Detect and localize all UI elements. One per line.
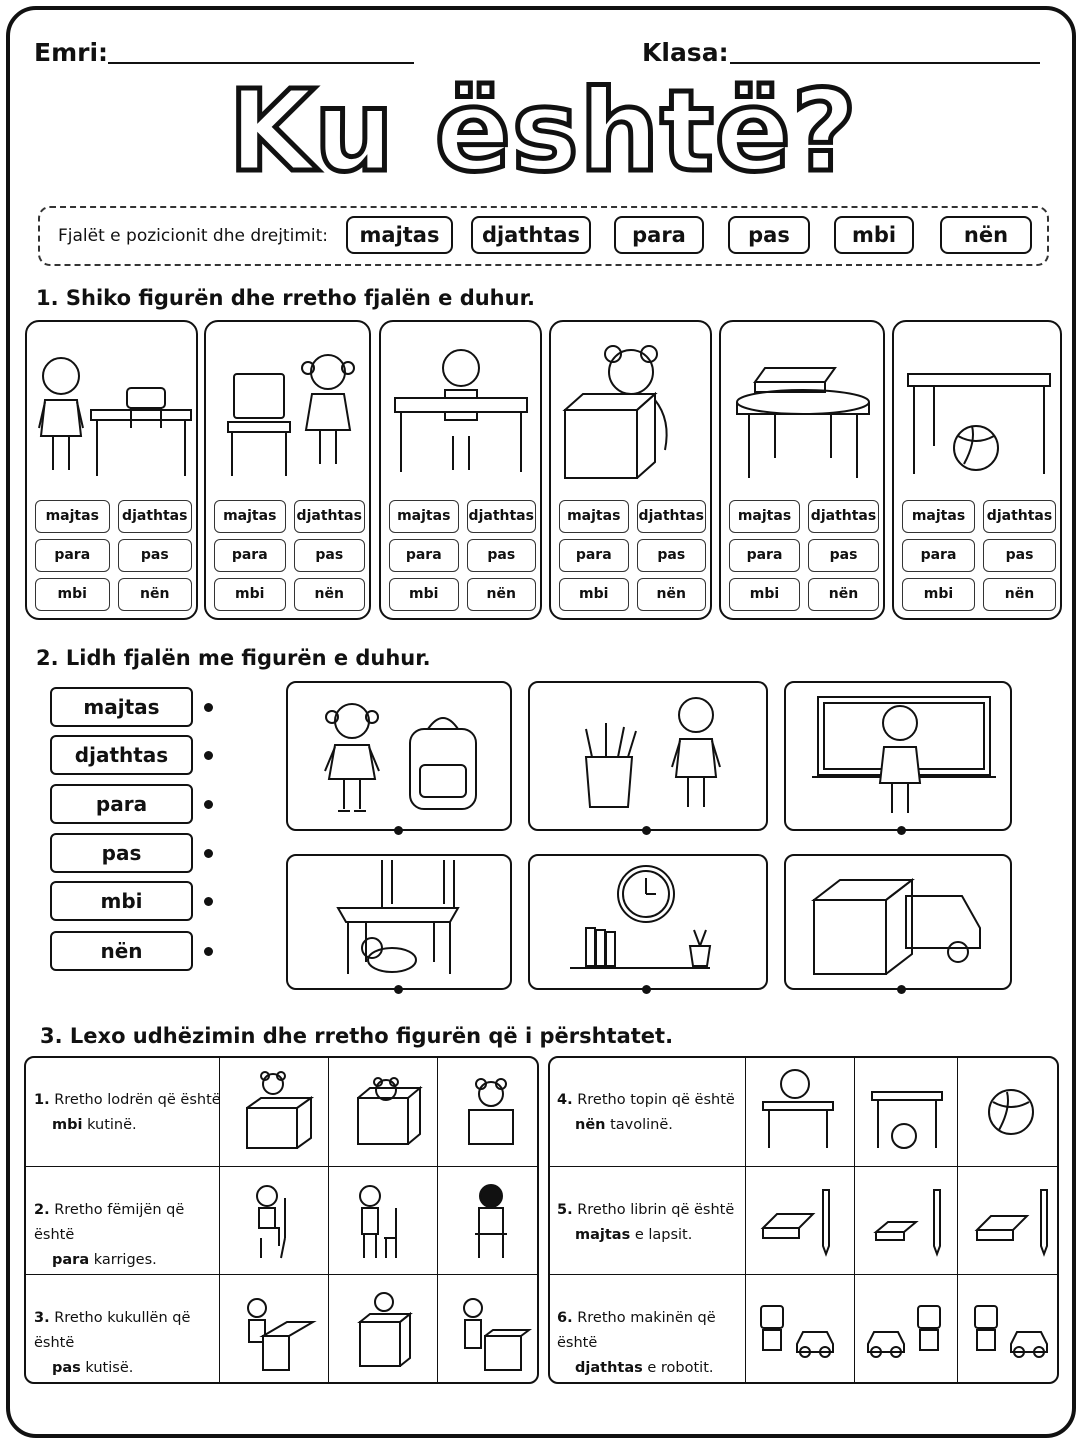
word-bank-item: nën xyxy=(940,216,1032,254)
choice-picture[interactable] xyxy=(965,1286,1061,1376)
option-djathtas[interactable]: djathtas xyxy=(808,500,879,533)
cat-under-chair-picture xyxy=(288,856,514,992)
option-majtas[interactable]: majtas xyxy=(389,500,459,533)
grid-divider xyxy=(854,1056,855,1384)
truck-behind-box-picture xyxy=(786,856,1014,992)
match-dot[interactable] xyxy=(204,849,213,858)
choice-picture[interactable] xyxy=(862,1286,958,1376)
option-para[interactable]: para xyxy=(559,539,629,572)
instruction-text-end: kutisë. xyxy=(85,1360,134,1376)
option-majtas[interactable]: majtas xyxy=(214,500,286,533)
instruction-text: Rretho kukullën që është xyxy=(34,1310,191,1351)
grid-divider xyxy=(437,1056,438,1384)
match-picture-board-boy[interactable] xyxy=(784,681,1012,831)
grid-divider xyxy=(548,1274,1059,1275)
option-nen[interactable]: nën xyxy=(467,578,537,611)
instruction-text: Rretho makinën që është xyxy=(557,1310,716,1351)
ball-table-picture xyxy=(894,326,1064,496)
section1-card-boy-desk xyxy=(25,320,198,620)
match-picture-girl-backpack[interactable] xyxy=(286,681,512,831)
option-mbi[interactable]: mbi xyxy=(35,578,110,611)
page-title: Ku është? xyxy=(228,67,858,197)
match-dot[interactable] xyxy=(897,985,906,994)
option-majtas[interactable]: majtas xyxy=(35,500,110,533)
choice-picture[interactable] xyxy=(862,1068,958,1158)
section1-card-chair-girl xyxy=(204,320,371,620)
instruction-text-end: e lapsit. xyxy=(634,1227,693,1243)
option-nen[interactable]: nën xyxy=(983,578,1056,611)
option-pas[interactable]: pas xyxy=(637,539,707,572)
option-djathtas[interactable]: djathtas xyxy=(294,500,366,533)
option-majtas[interactable]: majtas xyxy=(729,500,800,533)
match-word-nen: nën xyxy=(50,931,193,971)
word-bank-item: djathtas xyxy=(471,216,591,254)
instruction-5 xyxy=(557,1198,747,1248)
instruction-number: 4. xyxy=(557,1092,573,1108)
option-pas[interactable]: pas xyxy=(808,539,879,572)
instruction-number: 5. xyxy=(557,1202,573,1218)
match-dot[interactable] xyxy=(204,800,213,809)
instruction-keyword: pas xyxy=(52,1360,81,1376)
option-djathtas[interactable]: djathtas xyxy=(983,500,1056,533)
choice-picture[interactable] xyxy=(862,1178,958,1268)
instruction-4 xyxy=(557,1088,747,1138)
option-para[interactable]: para xyxy=(729,539,800,572)
instruction-2 xyxy=(34,1198,224,1273)
match-dot[interactable] xyxy=(204,703,213,712)
option-para[interactable]: para xyxy=(214,539,286,572)
match-dot[interactable] xyxy=(394,826,403,835)
option-para[interactable]: para xyxy=(389,539,459,572)
option-mbi[interactable]: mbi xyxy=(729,578,800,611)
match-dot[interactable] xyxy=(204,897,213,906)
section1-card-boy-table xyxy=(379,320,542,620)
instruction-6 xyxy=(557,1306,747,1381)
section-3-title: 3. Lexo udhëzimin dhe rretho figurën që i përshtatet. xyxy=(40,1024,674,1048)
section1-card-book-table xyxy=(719,320,885,620)
choice-picture[interactable] xyxy=(227,1068,323,1158)
option-djathtas[interactable]: djathtas xyxy=(467,500,537,533)
match-word-djathtas: djathtas xyxy=(50,735,193,775)
clock-above-shelf-picture xyxy=(530,856,770,992)
match-picture-chair-cat[interactable] xyxy=(286,854,512,990)
instruction-number: 1. xyxy=(34,1092,50,1108)
choice-picture[interactable] xyxy=(965,1068,1061,1158)
option-mbi[interactable]: mbi xyxy=(389,578,459,611)
instruction-text-end: karriges. xyxy=(93,1252,157,1268)
option-pas[interactable]: pas xyxy=(294,539,366,572)
match-picture-shelf-clock[interactable] xyxy=(528,854,768,990)
instruction-keyword: djathtas xyxy=(575,1360,643,1376)
match-picture-box-truck[interactable] xyxy=(784,854,1012,990)
word-bank-item: mbi xyxy=(834,216,914,254)
class-label: Klasa: xyxy=(642,38,729,67)
word-bank-item: majtas xyxy=(346,216,453,254)
choice-picture[interactable] xyxy=(336,1286,432,1376)
instruction-text: Rretho lodrën që është xyxy=(54,1092,221,1108)
chair-girl-picture xyxy=(206,326,373,496)
match-word-para: para xyxy=(50,784,193,824)
choice-picture[interactable] xyxy=(753,1178,849,1268)
option-mbi[interactable]: mbi xyxy=(214,578,286,611)
instruction-text-end: e robotit. xyxy=(647,1360,714,1376)
choice-picture[interactable] xyxy=(445,1068,541,1158)
option-mbi[interactable]: mbi xyxy=(902,578,975,611)
match-dot[interactable] xyxy=(394,985,403,994)
match-word-majtas: majtas xyxy=(50,687,193,727)
option-pas[interactable]: pas xyxy=(983,539,1056,572)
instruction-number: 6. xyxy=(557,1310,573,1326)
match-word-pas: pas xyxy=(50,833,193,873)
grid-divider xyxy=(548,1166,1059,1167)
choice-picture[interactable] xyxy=(445,1178,541,1268)
instruction-keyword: mbi xyxy=(52,1117,83,1133)
choice-picture[interactable] xyxy=(753,1286,849,1376)
option-majtas[interactable]: majtas xyxy=(559,500,629,533)
match-dot[interactable] xyxy=(642,985,651,994)
option-pas[interactable]: pas xyxy=(467,539,537,572)
choice-picture[interactable] xyxy=(336,1068,432,1158)
instruction-keyword: majtas xyxy=(575,1227,631,1243)
instruction-3 xyxy=(34,1306,224,1381)
match-word-mbi: mbi xyxy=(50,881,193,921)
boy-in-front-of-board-picture xyxy=(786,683,1014,833)
word-bank-item: pas xyxy=(728,216,810,254)
bear-box-picture xyxy=(551,326,714,496)
choice-picture[interactable] xyxy=(336,1178,432,1268)
choice-picture[interactable] xyxy=(965,1178,1061,1268)
section-2-title: 2. Lidh fjalën me figurën e duhur. xyxy=(36,646,431,670)
choice-picture[interactable] xyxy=(227,1286,323,1376)
match-dot[interactable] xyxy=(642,826,651,835)
option-para[interactable]: para xyxy=(35,539,110,572)
boy-desk-picture xyxy=(27,326,200,496)
match-dot[interactable] xyxy=(897,826,906,835)
option-nen[interactable]: nën xyxy=(808,578,879,611)
option-djathtas[interactable]: djathtas xyxy=(637,500,707,533)
option-pas[interactable]: pas xyxy=(118,539,193,572)
match-picture-pencils-boy[interactable] xyxy=(528,681,768,831)
girl-left-of-backpack-picture xyxy=(288,683,514,833)
instruction-text: Rretho librin që është xyxy=(577,1202,735,1218)
name-label: Emri: xyxy=(34,38,109,67)
choice-picture[interactable] xyxy=(753,1068,849,1158)
word-bank-label: Fjalët e pozicionit dhe drejtimit: xyxy=(58,226,328,246)
instruction-keyword: para xyxy=(52,1252,90,1268)
section1-card-bear-box xyxy=(549,320,712,620)
option-majtas[interactable]: majtas xyxy=(902,500,975,533)
option-mbi[interactable]: mbi xyxy=(559,578,629,611)
grid-divider xyxy=(24,1274,539,1275)
boy-table-picture xyxy=(381,326,544,496)
section1-card-ball-table xyxy=(892,320,1062,620)
section-1-title: 1. Shiko figurën dhe rretho fjalën e duhur. xyxy=(36,286,535,310)
word-bank-item: para xyxy=(614,216,704,254)
instruction-text: Rretho topin që është xyxy=(577,1092,735,1108)
grid-divider xyxy=(24,1166,539,1167)
instruction-1 xyxy=(34,1088,224,1138)
choice-picture[interactable] xyxy=(227,1178,323,1268)
instruction-keyword: nën xyxy=(575,1117,606,1133)
instruction-number: 2. xyxy=(34,1202,50,1218)
match-dot[interactable] xyxy=(204,947,213,956)
option-nen[interactable]: nën xyxy=(294,578,366,611)
pencil-cup-and-boy-picture xyxy=(530,683,770,833)
grid-divider xyxy=(328,1056,329,1384)
option-nen[interactable]: nën xyxy=(637,578,707,611)
option-djathtas[interactable]: djathtas xyxy=(118,500,193,533)
instruction-number: 3. xyxy=(34,1310,50,1326)
instruction-text: Rretho fëmijën që është xyxy=(34,1202,185,1243)
book-table-picture xyxy=(721,326,887,496)
option-nen[interactable]: nën xyxy=(118,578,193,611)
option-para[interactable]: para xyxy=(902,539,975,572)
match-dot[interactable] xyxy=(204,751,213,760)
choice-picture[interactable] xyxy=(445,1286,541,1376)
instruction-text-end: kutinë. xyxy=(87,1117,137,1133)
instruction-text-end: tavolinë. xyxy=(610,1117,673,1133)
